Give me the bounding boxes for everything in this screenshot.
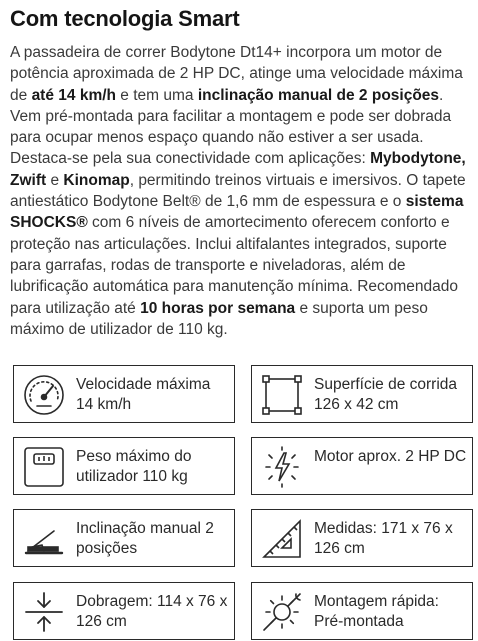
running-surface-icon <box>260 373 304 417</box>
spec-card-incline <box>13 509 235 567</box>
product-description: A passadeira de correr Bodytone Dt14+ incorpora um motor de potência aproximada de 2 HP DC, atinge uma velocidade máxima de até 14 km/h e tem uma inclinação manual de 2 posições. Vem pré-montada para facilitar a montagem e pode ser dobrada para ocupar menos espaço quando não estiver a ser usada. Destaca-se pela sua conectividade com aplicações: Mybodytone, Zwift e Kinomap, permitindo treinos virtuais e imersivos. O tapete antiestático Bodytone Belt® de 1,6 mm de espessura e o sistema SHOCKS® com 6 níveis de amortecimento oferecem conforto e proteção nas articulações. Inclui altifalantes integrados, suporte para garrafas, rodas de transporte e niveladoras, além de lubrificação automática para manutenção mínima. Recomendado para utilização até 10 horas por semana e suporta um peso máximo de utilizador de 110 kg. <box>10 44 466 338</box>
spec-text: Superfície de corrida 126 x 42 cm <box>314 376 458 413</box>
speedometer-icon <box>22 373 66 417</box>
measure-triangle-icon <box>260 517 304 561</box>
spec-text: Dobragem: 114 x 76 x 126 cm <box>76 593 228 630</box>
spec-text: Velocidade máxima 14 km/h <box>76 376 211 413</box>
spec-card-running-surface <box>251 365 473 423</box>
spec-text: Medidas: 171 x 76 x 126 cm <box>314 520 453 557</box>
spec-text: Montagem rápida: Pré-montada <box>314 593 439 630</box>
spec-text: Peso máximo do utilizador 110 kg <box>76 448 192 485</box>
spec-card-folding <box>13 582 235 640</box>
section-title: Com tecnologia Smart <box>10 6 240 31</box>
spec-text: Motor aprox. 2 HP DC <box>314 448 467 465</box>
spec-text: Inclinação manual 2 posições <box>76 520 214 557</box>
fold-icon <box>22 590 66 634</box>
motor-power-icon <box>260 445 304 489</box>
incline-icon <box>22 517 66 561</box>
spec-card-speed <box>13 365 235 423</box>
spec-card-motor <box>251 437 473 495</box>
tools-gear-icon <box>260 590 304 634</box>
spec-card-max-weight <box>13 437 235 495</box>
spec-card-assembly <box>251 582 473 640</box>
spec-card-dimensions <box>251 509 473 567</box>
weight-scale-icon <box>22 445 66 489</box>
